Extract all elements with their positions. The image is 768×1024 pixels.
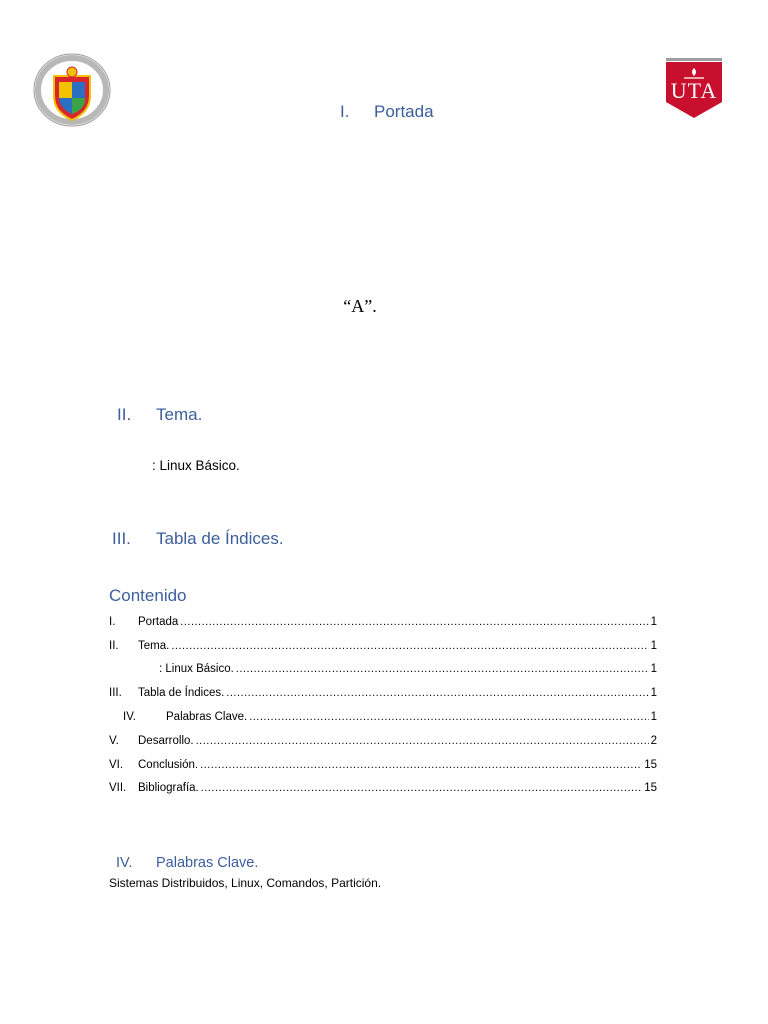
toc-page: 1 xyxy=(650,663,657,676)
toc-number: V. xyxy=(109,734,119,747)
toc-text: : Linux Básico. xyxy=(159,663,234,676)
heading-tema xyxy=(117,405,202,425)
toc-page: 2 xyxy=(650,734,657,747)
toc-leader xyxy=(180,616,648,628)
toc-text: Desarrollo. xyxy=(138,734,194,747)
toc-text: Conclusión. xyxy=(138,758,199,771)
toc-leader xyxy=(236,663,649,675)
toc-title: Contenido xyxy=(109,586,187,605)
toc-number: VI. xyxy=(109,758,124,771)
toc-entry[interactable] xyxy=(109,634,657,658)
toc-text: Tabla de Índices. xyxy=(138,687,225,700)
uta-logo xyxy=(660,56,730,122)
toc-leader xyxy=(201,782,642,794)
toc-number: IV. xyxy=(123,711,137,724)
heading-number: I. xyxy=(340,102,350,121)
toc-page: 1 xyxy=(650,639,657,652)
heading-number: III. xyxy=(112,529,131,548)
toc-text: Tema. xyxy=(138,639,170,652)
toc-page: 15 xyxy=(644,758,657,771)
university-seal-logo xyxy=(32,52,112,128)
toc-leader xyxy=(200,759,642,771)
toc-page: 1 xyxy=(650,687,657,700)
tema-text: : Linux Básico. xyxy=(152,458,240,473)
toc-entry[interactable] xyxy=(109,753,657,777)
toc-entry[interactable] xyxy=(109,610,657,634)
toc-number: VII. xyxy=(109,782,127,795)
heading-number: II. xyxy=(117,405,132,424)
heading-title: Tabla de Índices. xyxy=(156,529,284,548)
heading-palabras-clave xyxy=(116,855,258,871)
toc-text: Portada xyxy=(138,615,179,628)
toc-leader xyxy=(249,711,648,723)
toc-entry[interactable] xyxy=(109,681,657,705)
toc-number: III. xyxy=(109,687,122,700)
toc-entry[interactable] xyxy=(109,705,657,729)
heading-number: IV. xyxy=(116,855,133,871)
toc-entry[interactable] xyxy=(109,729,657,753)
toc-page: 1 xyxy=(650,711,657,724)
toc-text: Bibliografía. xyxy=(138,782,199,795)
heading-portada xyxy=(340,102,434,122)
toc-leader xyxy=(171,640,648,652)
toc-entry[interactable] xyxy=(109,777,657,801)
heading-title: Tema. xyxy=(156,405,203,424)
keywords-text: Sistemas Distribuidos, Linux, Comandos, Partición. xyxy=(109,876,382,890)
table-of-contents xyxy=(109,610,657,800)
toc-page: 1 xyxy=(650,615,657,628)
toc-entry[interactable] xyxy=(109,658,657,682)
toc-page: 15 xyxy=(644,782,657,795)
uta-logo-text: UTA xyxy=(670,78,718,103)
toc-leader xyxy=(226,687,648,699)
toc-number: II. xyxy=(109,639,119,652)
toc-text: Palabras Clave. xyxy=(166,711,248,724)
center-mark: “A”. xyxy=(343,296,377,316)
toc-leader xyxy=(196,735,649,747)
heading-title: Portada xyxy=(374,102,434,121)
toc-number: I. xyxy=(109,615,116,628)
heading-tabla-indices xyxy=(112,529,284,549)
heading-title: Palabras Clave. xyxy=(156,855,259,871)
